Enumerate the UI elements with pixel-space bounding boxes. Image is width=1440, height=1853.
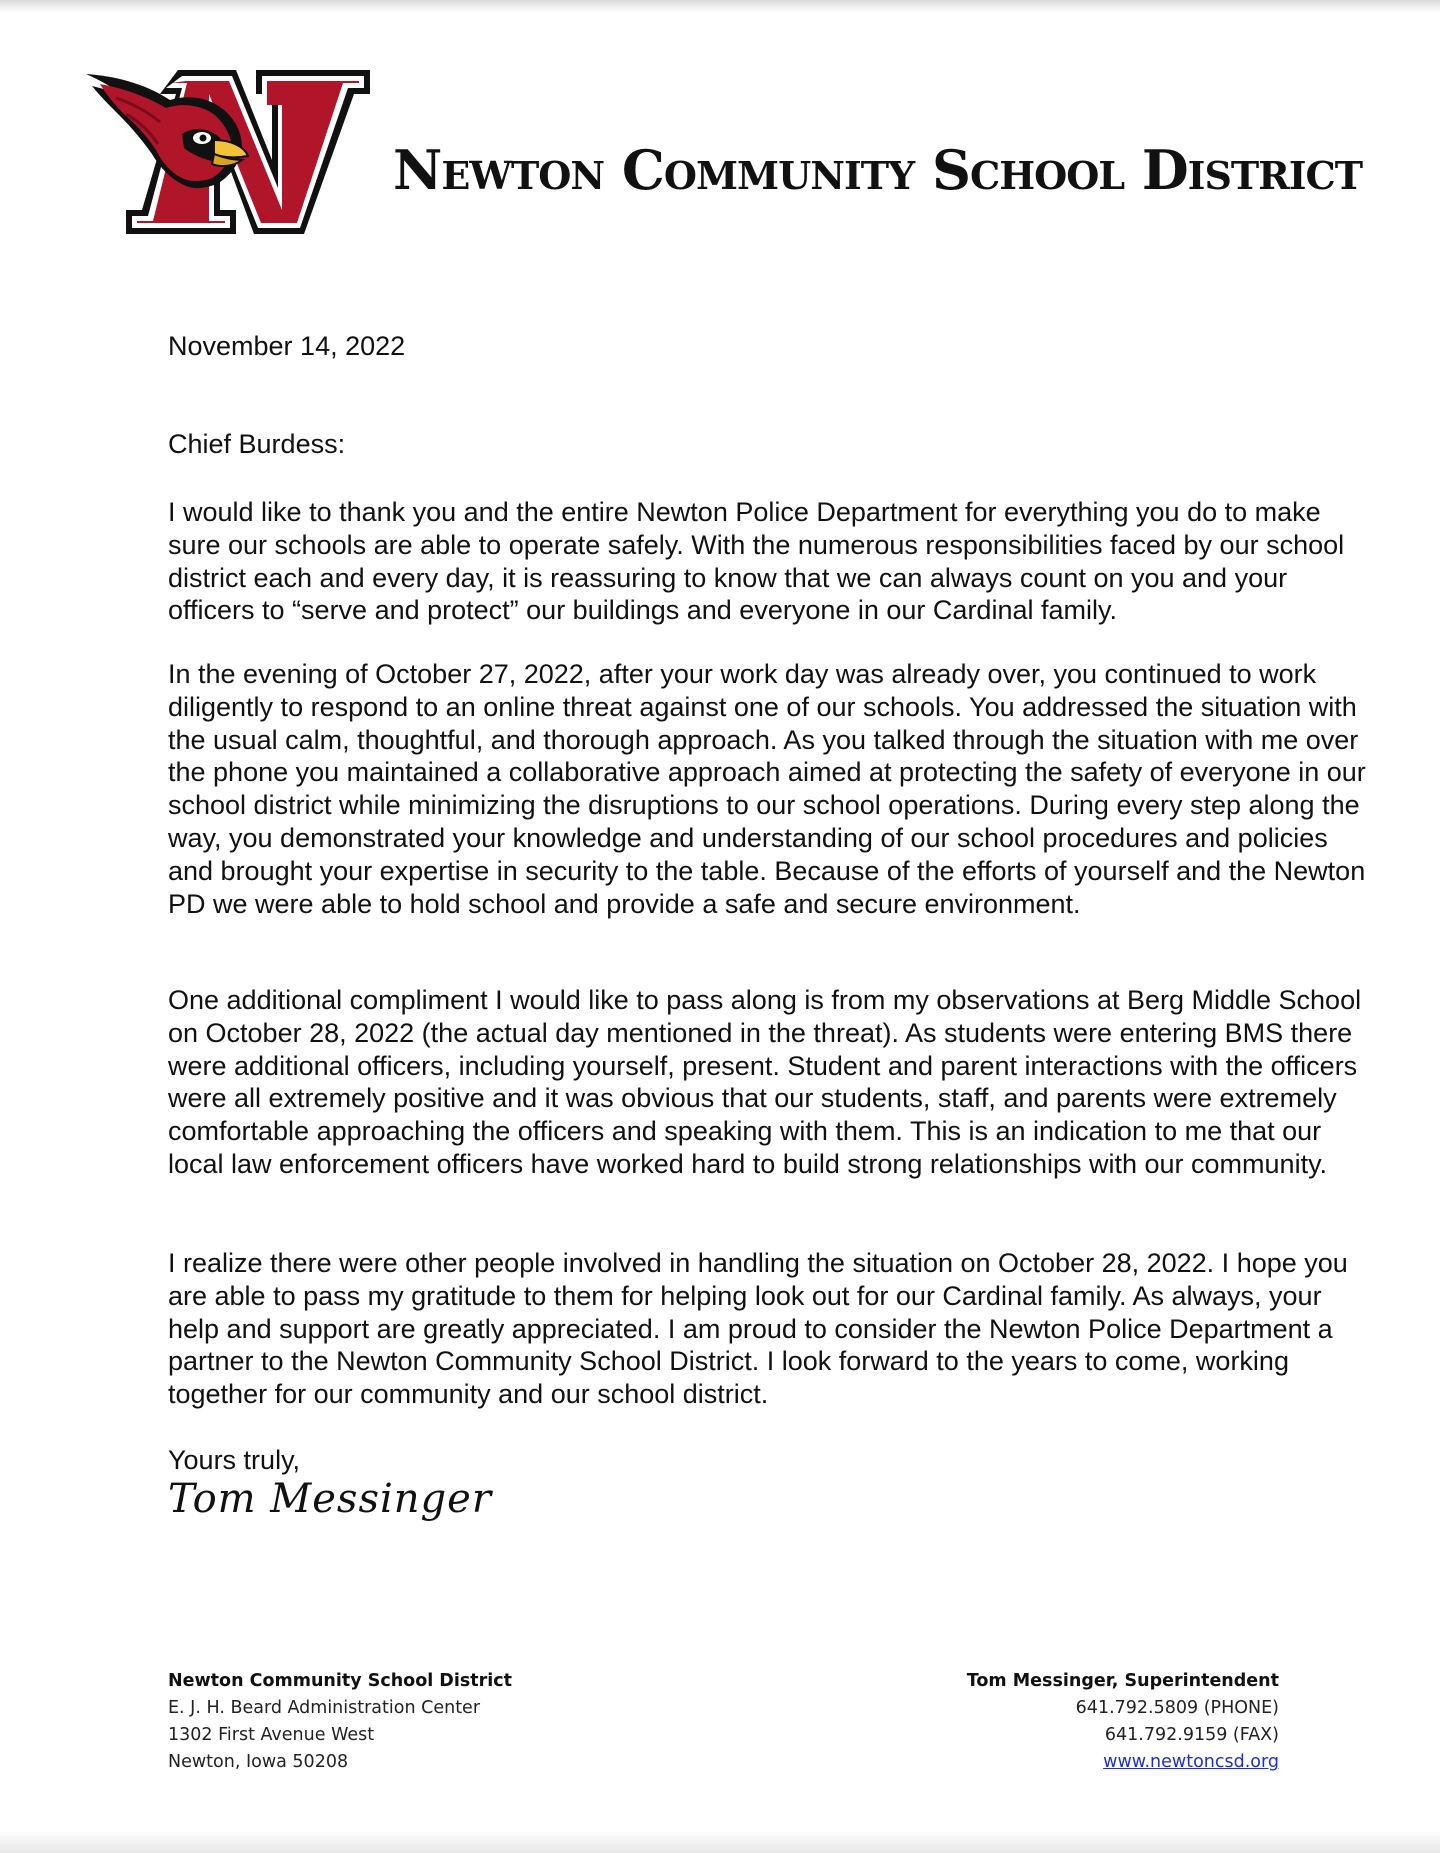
footer-org-name: Newton Community School District bbox=[168, 1671, 512, 1691]
page-top-edge bbox=[0, 0, 1440, 12]
letter-closing: Yours truly, bbox=[168, 1445, 301, 1475]
letter-paragraph-1 bbox=[168, 496, 1368, 627]
district-name-heading: Newton Community School District bbox=[393, 138, 1363, 202]
page-bottom-edge bbox=[0, 1831, 1440, 1853]
letter-salutation: Chief Burdess: bbox=[168, 429, 346, 459]
footer-address bbox=[168, 1668, 512, 1776]
letter-paragraph-4 bbox=[168, 1247, 1368, 1411]
footer-building: E. J. H. Beard Administration Center bbox=[168, 1698, 481, 1718]
footer-phone: 641.792.5809 (PHONE) bbox=[1075, 1698, 1279, 1718]
footer-fax: 641.792.9159 (FAX) bbox=[1104, 1725, 1279, 1745]
paragraph-text: I realize there were other people involved in handling the situation on October 28, 2022. I hope you are able to pass my gratitude to them for helping look out for our Cardinal family. As always, your help and support are greatly appreciated. I am proud to consider the Newton Police Department a partner to the Newton Community School District. I look forward to the years to come, working together for our community and our school district. bbox=[168, 1248, 1348, 1410]
footer-street: 1302 First Avenue West bbox=[168, 1725, 375, 1745]
footer-website-link[interactable]: www.newtoncsd.org bbox=[1103, 1752, 1279, 1772]
letter-paragraph-2 bbox=[168, 658, 1368, 920]
signature: Tom Messinger bbox=[168, 1476, 492, 1522]
cardinal-n-logo bbox=[86, 64, 376, 240]
footer-city: Newton, Iowa 50208 bbox=[168, 1752, 349, 1772]
footer-contact bbox=[967, 1668, 1279, 1776]
paragraph-text: I would like to thank you and the entire Newton Police Department for everything you do to make sure our schools are able to operate safely. With the numerous responsibilities faced by our school district each and every day, it is reassuring to know that we can always count on you and your officers to “serve and protect” our buildings and everyone in our Cardinal family. bbox=[168, 497, 1345, 626]
letter-paragraph-3 bbox=[168, 984, 1368, 1181]
paragraph-text: One additional compliment I would like to pass along is from my observations at Berg Middle School on October 28, 2022 (the actual day mentioned in the threat). As students were entering BMS there were additional officers, including yourself, present. Student and parent interactions with the officers were all extremely positive and it was obvious that our students, staff, and parents were extremely comfortable approaching the officers and speaking with them. This is an indication to me that our local law enforcement officers have worked hard to build strong relationships with our community. bbox=[168, 985, 1362, 1179]
footer-superintendent: Tom Messinger, Superintendent bbox=[966, 1671, 1279, 1691]
paragraph-text: In the evening of October 27, 2022, after your work day was already over, you continued to work diligently to respond to an online threat against one of our schools. You addressed the situation with the usual calm, thoughtful, and thorough approach. As you talked through the situation with me over the phone you maintained a collaborative approach aimed at protecting the safety of everyone in our school district while minimizing the disruptions to our school operations. During every step along the way, you demonstrated your knowledge and understanding of our school procedures and policies and brought your expertise in security to the table. Because of the efforts of yourself and the Newton PD we were able to hold school and provide a safe and secure environment. bbox=[168, 659, 1366, 919]
letter-date: November 14, 2022 bbox=[168, 331, 406, 361]
